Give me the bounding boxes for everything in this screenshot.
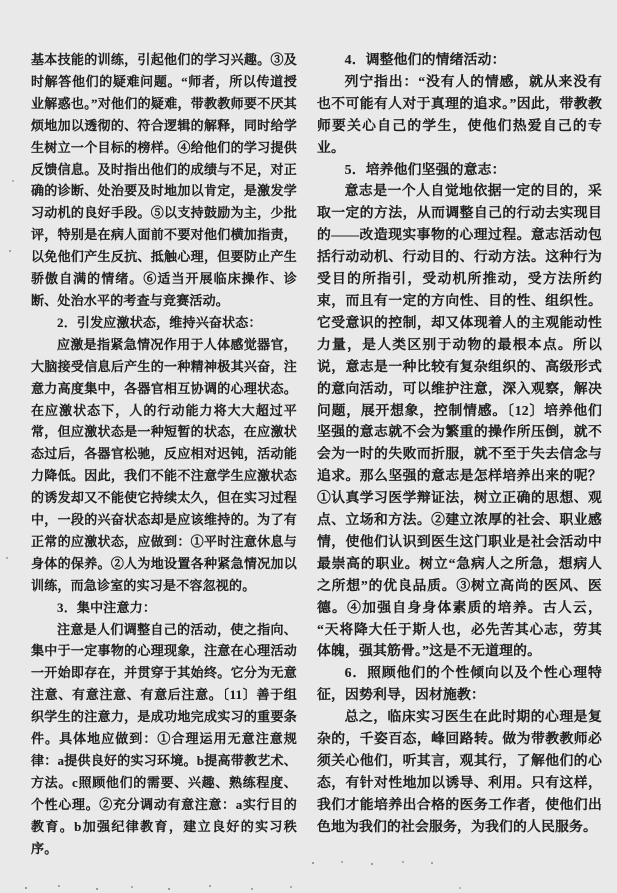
section-heading-2: 2．引发应激状态，维持兴奋状态： <box>57 314 262 330</box>
text-column-right <box>317 49 602 838</box>
section-heading-6: 6．照顾他们的个性倾向以及个性心理特征，因势利导，因材施教： <box>317 665 602 703</box>
paragraph: 注意是人们调整自己的活动，使之指向、集中于一定事物的心理现象，注意在心理活动一开始即存在，并贯穿于其始终。它分为无意注意、有意注意、有意后注意。〔11〕善于组织学生的注意力，是成功地完成实习的重要条件。具体地应做到：①合理运用无意注意规律：a提供良好的实习环境。b提高带教艺术、方法。c照顾他们的需要、兴趣、熟练程度、个性心理。②充分调动有意注意：a实行目的教育。b加强纪律教育，建立良好的实习秩序。 <box>31 621 297 856</box>
section-heading-3: 3．集中注意力： <box>57 599 157 615</box>
paragraph: 总之，临床实习医生在此时期的心理是复杂的，千姿百态，峰回路转。做为带教教师必须关心他们，听其言，观其行，了解他们的心态，有针对性地加以诱导、利用。只有这样，我们才能培养出合格的医务工作者，使他们出色地为我们的社会服务，为我们的人民服务。 <box>317 709 602 834</box>
paragraph-continuation: 基本技能的训练，引起他们的学习兴趣。③及时解答他们的疑难问题。“师者，所以传道授业解惑也。”对他们的疑难，带教教师要不厌其烦地加以透彻的、符合逻辑的解释，同时给学生树立一个目标的榜样。④给他们的学习提供反馈信息。及时指出他们的成绩与不足，对正确的诊断、处治要及时地加以肯定，是激发学习动机的良好手段。⑤以支持鼓励为主，少批评，特别是在病人面前不要对他们横加指责，以免他们产生反抗、抵触心理，但要防止产生骄傲自满的情绪。⑥适当开展临床操作、诊断、处治水平的考查与竞赛活动。 <box>31 52 297 308</box>
paragraph: 应激是指紧急情况作用于人体感觉器官，大脑接受信息后产生的一种精神极其兴奋，注意力高度集中，各器官相互协调的心理状态。在应激状态下，人的行动能力将大大超过平常，但应激状态是一种短暂的状态，在应激状态过后，各器官松驰，反应相对迟钝，活动能力降低。因此，我们不能不注意学生应激状态的诱发却又不能使它持续太久，但在实习过程中，一段的兴奋状态却是应该维持的。为了有正常的应激状态，应做到：①平时注意休息与身体的保养。②人为地设置各种紧急情况加以训练，而急诊室的实习是不容忽视的。 <box>31 336 297 593</box>
scan-noise-specks <box>0 0 2 2</box>
section-heading-4: 4．调整他们的情绪活动： <box>344 52 506 67</box>
paragraph: 列宁指出：“没有人的情感，就从来没有也不可能有人对于真理的追求。”因此，带教教师要关心自己的学生，使他们热爱自己的专业。 <box>317 73 602 155</box>
section-heading-5: 5．培养他们坚强的意志： <box>344 161 506 177</box>
text-column-left <box>31 49 297 860</box>
paragraph: 意志是一个人自觉地依据一定的目的，采取一定的方法，从而调整自己的行动去实现目的——改造现实事物的心理过程。意志活动包括行动动机、行动目的、行动方法。这种行为受目的所指引，受动机所推动，受方法所约束，而且有一定的方向性、目的性、组织性。它受意识的控制，却又体现着人的主观能动性力量，是人类区别于动物的最根本点。所以说，意志是一种比较有复杂组织的、高级形式的意向活动，可以维护注意，深入观察，解决问题，展开想象，控制情感。〔12〕培养他们坚强的意志就不会为繁重的操作所压倒，就不会为一时的失败而折服，就不至于失去信念与追求。那么坚强的意志是怎样培养出来的呢？①认真学习医学辩证法，树立正确的思想、观点、立场和方法。②建立浓厚的社会、职业感情，使他们认识到医生这门职业是社会活动中最崇高的职业。树立“急病人之所急，想病人之所想”的优良品质。③树立高尚的医风、医德。④加强自身身体素质的培养。古人云，“天将降大任于斯人也，必先苦其心志，劳其体魄，强其筋骨。”这是不无道理的。 <box>317 183 602 659</box>
